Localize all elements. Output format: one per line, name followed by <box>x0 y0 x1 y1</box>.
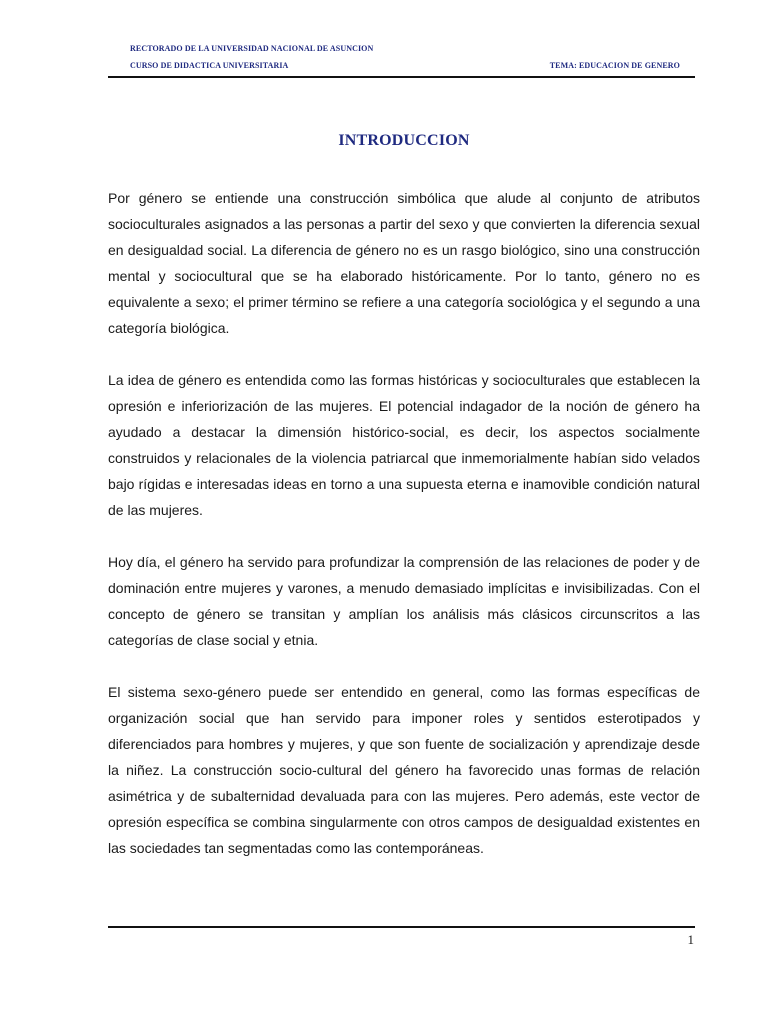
header-institution: RECTORADO DE LA UNIVERSIDAD NACIONAL DE ASUNCION <box>130 44 374 53</box>
paragraph-4: El sistema sexo-género puede ser entendido en general, como las formas específicas de organización social que han servido para imponer roles y sentidos esterotipados y diferenciados para hombres y mujeres, y que son fuente de socialización y aprendizaje desde la niñez. La construcción socio-cultural del género ha favorecido unas formas de relación asimétrica y de subalternidad devaluada para con las mujeres. Pero además, este vector de opresión específica se combina singularmente con otros campos de desigualdad existentes en las sociedades tan segmentadas como las contemporáneas. <box>108 684 700 856</box>
paragraph-3: Hoy día, el género ha servido para profundizar la comprensión de las relaciones de poder y de dominación entre mujeres y varones, a menudo demasiado implícitas e invisibilizadas. Con el concepto de género se transitan y amplían los análisis más clásicos circunscritos a las categorías de clase social y etnia. <box>108 554 700 648</box>
footer-divider <box>108 926 695 928</box>
document-body <box>108 185 700 887</box>
paragraph-2: La idea de género es entendida como las formas históricas y socioculturales que establecen la opresión e inferiorización de las mujeres. El potencial indagador de la noción de género ha ayudado a destacar la dimensión histórico-social, es decir, los aspectos socialmente construidos y relacionales de la violencia patriarcal que inmemorialmente habían sido velados bajo rígidas e interesadas ideas en torno a una supuesta eterna e inamovible condición natural de las mujeres. <box>108 372 700 518</box>
paragraph-1: Por género se entiende una construcción simbólica que alude al conjunto de atributos socioculturales asignados a las personas a partir del sexo y que convierten la diferencia sexual en desigualdad social. La diferencia de género no es un rasgo biológico, sino una construcción mental y sociocultural que se ha elaborado históricamente. Por lo tanto, género no es equivalente a sexo; el primer término se refiere a una categoría sociológica y el segundo a una categoría biológica. <box>108 190 700 336</box>
page-number: 1 <box>687 932 694 947</box>
header-divider <box>108 76 695 78</box>
header-course: CURSO DE DIDACTICA UNIVERSITARIA <box>130 61 289 70</box>
header-topic: TEMA: EDUCACION DE GENERO <box>549 61 680 70</box>
document-title: INTRODUCCION <box>338 132 470 149</box>
